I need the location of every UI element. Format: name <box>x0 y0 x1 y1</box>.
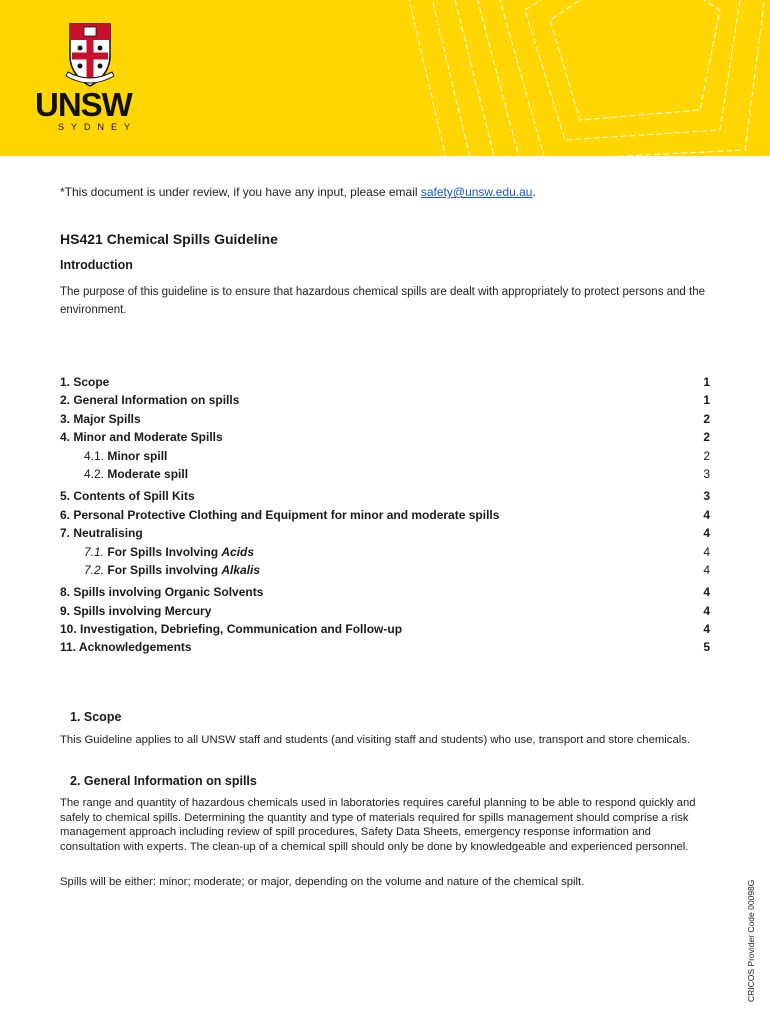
toc-label: 7. Neutralising <box>60 526 143 541</box>
header-banner <box>0 0 770 156</box>
review-note-text: *This document is under review, if you have any input, please email <box>60 185 421 199</box>
toc-label: 9. Spills involving Mercury <box>60 603 212 618</box>
toc-page: 4 <box>703 603 710 618</box>
toc-item-general-information[interactable] <box>60 393 710 411</box>
toc-item-investigation[interactable] <box>60 622 710 640</box>
toc-page: 4 <box>703 622 710 637</box>
toc-item-minor-moderate-spills[interactable] <box>60 430 710 448</box>
toc-page: 2 <box>703 411 710 426</box>
toc-page: 1 <box>703 375 710 389</box>
toc-page: 4 <box>703 585 710 600</box>
toc-item-acknowledgements[interactable] <box>60 640 710 658</box>
toc-label: 5. Contents of Spill Kits <box>60 489 195 504</box>
toc-label: 4. Minor and Moderate Spills <box>60 430 223 445</box>
cricos-code: CRICOS Provider Code 00098G <box>746 879 756 1002</box>
page-title: HS421 Chemical Spills Guideline <box>60 231 278 247</box>
toc-label: 10. Investigation, Debriefing, Communication and Follow-up <box>60 622 403 637</box>
general-information-body-2: Spills will be either: minor; moderate; or major, depending on the volume and nature of the chemical spilt. <box>60 876 585 888</box>
toc-label: Minor spill <box>107 448 168 463</box>
toc-num: 4.2. <box>84 466 105 481</box>
toc-page: 4 <box>703 544 710 559</box>
toc-label: 11. Acknowledgements <box>60 640 192 655</box>
toc-page: 5 <box>703 640 710 655</box>
toc-label: For Spills involving <box>107 562 222 577</box>
review-note <box>60 185 536 199</box>
toc-num: 7.2. <box>84 562 105 577</box>
toc-label: 1. Scope <box>60 375 110 389</box>
toc-page: 2 <box>703 448 710 463</box>
logo-wordmark: UNSW <box>35 86 132 123</box>
toc-page: 2 <box>703 430 710 445</box>
review-note-suffix: . <box>532 185 536 199</box>
introduction-heading: Introduction <box>60 258 133 272</box>
toc-label: 2. General Information on spills <box>60 393 240 408</box>
toc-label-em: Alkalis <box>221 562 261 577</box>
general-information-heading: 2. General Information on spills <box>70 774 257 788</box>
toc-label: 6. Personal Protective Clothing and Equipment for minor and moderate spills <box>60 507 500 522</box>
toc-item-spill-kits[interactable] <box>60 489 710 507</box>
toc-label: 3. Major Spills <box>60 411 141 426</box>
toc-page: 3 <box>703 466 710 481</box>
toc-label-em: Acids <box>221 544 255 559</box>
toc-page: 4 <box>703 507 710 522</box>
scope-heading: 1. Scope <box>70 710 122 724</box>
toc-item-neutralising[interactable] <box>60 526 710 544</box>
toc-item-alkalis[interactable] <box>60 563 710 581</box>
unsw-crest-icon <box>64 18 116 88</box>
toc-page: 4 <box>703 526 710 541</box>
toc-item-minor-spill[interactable] <box>60 449 710 467</box>
toc-item-organic-solvents[interactable] <box>60 585 710 603</box>
toc-item-moderate-spill[interactable] <box>60 467 710 485</box>
logo-subtitle: SYDNEY <box>58 122 138 132</box>
toc-label: 8. Spills involving Organic Solvents <box>60 585 264 600</box>
toc-label: For Spills Involving <box>107 544 222 559</box>
general-information-body: The range and quantity of hazardous chemicals used in laboratories requires careful planning to be able to respond quickly and safely to chemical spills. Determining the quantity and type of materials required for spills management should comprise a risk management approach including review of spill procedures, Safety Data Sheets, emergency response information and consultation with experts. The clean-up of a chemical spill should only be done by knowledgeable and experienced personnel. <box>60 797 696 853</box>
scope-body: This Guideline applies to all UNSW staff and students (and visiting staff and students) who use, transport and store chemicals. <box>60 734 691 746</box>
toc-label: Moderate spill <box>107 466 189 481</box>
table-of-contents <box>60 375 710 659</box>
toc-item-ppe[interactable] <box>60 508 710 526</box>
safety-email-link[interactable]: safety@unsw.edu.au <box>420 185 533 199</box>
toc-page: 1 <box>703 393 710 408</box>
toc-page: 4 <box>703 562 710 577</box>
toc-item-mercury[interactable] <box>60 604 710 622</box>
toc-item-scope[interactable] <box>60 375 710 393</box>
toc-item-major-spills[interactable] <box>60 412 710 430</box>
introduction-body: The purpose of this guideline is to ensure that hazardous chemical spills are dealt with appropriately to protect persons and the environment. <box>60 286 706 316</box>
toc-num: 4.1. <box>84 448 105 463</box>
toc-page: 3 <box>703 489 710 504</box>
toc-item-acids[interactable] <box>60 545 710 563</box>
toc-num: 7.1. <box>84 544 105 559</box>
